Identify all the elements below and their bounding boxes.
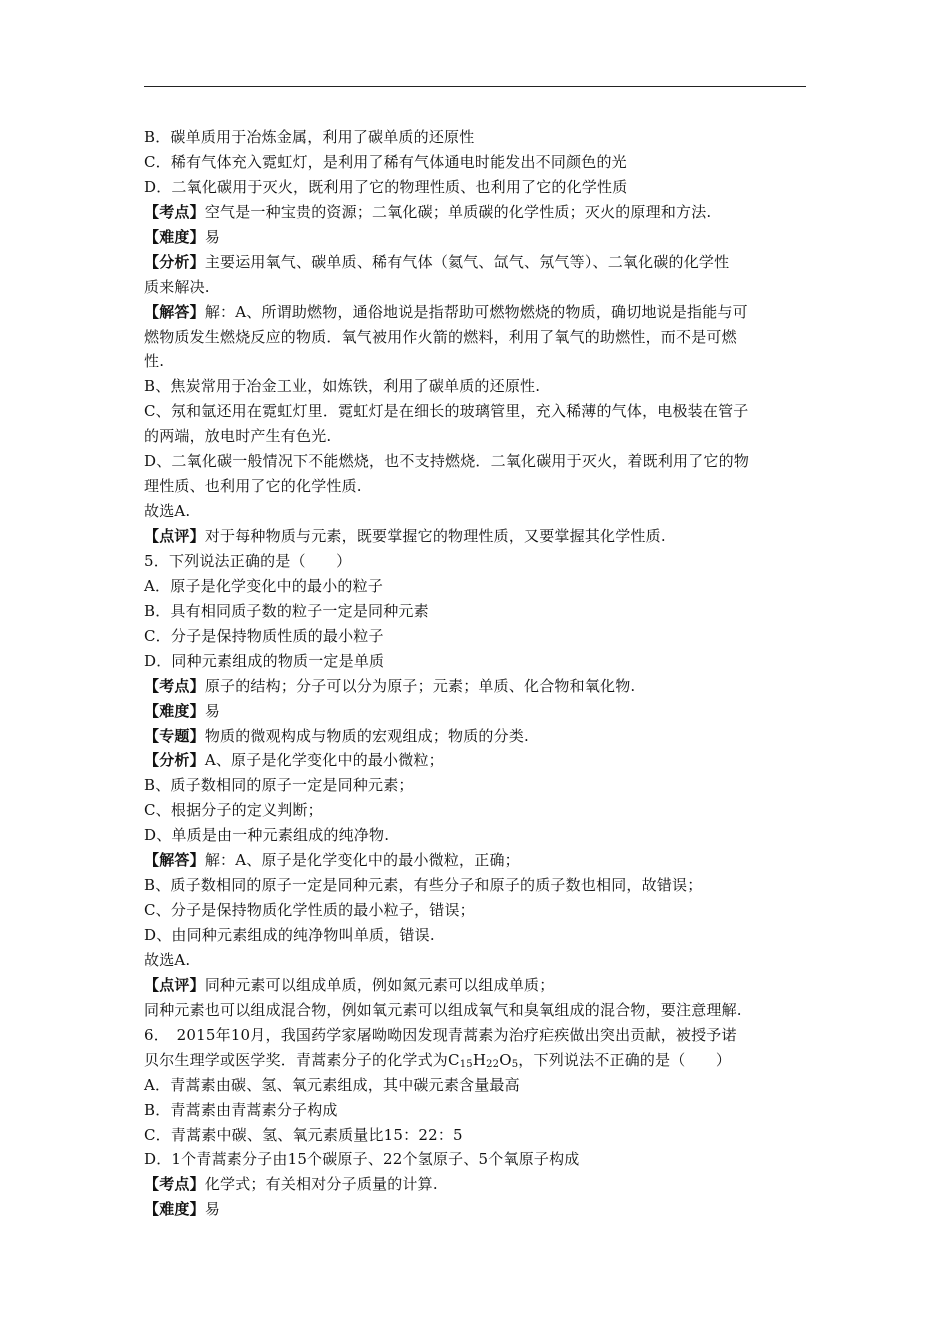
header-rule (144, 86, 806, 87)
line-text: C、氖和氩还用在霓虹灯里．霓虹灯是在细长的玻璃管里，充入稀薄的气体，电极装在管子 (144, 402, 749, 421)
text-line (144, 1098, 808, 1123)
line-text: D．二氧化碳用于灭火，既利用了它的物理性质、也利用了它的化学性质 (144, 177, 628, 196)
line-text: 故选A. (144, 950, 191, 969)
text-line (144, 1048, 808, 1073)
line-text: B．碳单质用于冶炼金属，利用了碳单质的还原性 (144, 128, 475, 146)
section-tag: 【点评】 (144, 975, 205, 994)
line-text: B、焦炭常用于冶金工业，如炼铁，利用了碳单质的还原性. (144, 377, 541, 396)
text-line (144, 923, 808, 948)
line-text: 原子的结构；分子可以分为原子；元素；单质、化合物和氧化物. (204, 676, 636, 695)
section-tag: 【分析】 (144, 252, 205, 271)
line-text: B．具有相同质子数的粒子一定是同种元素 (144, 601, 429, 620)
text-line (144, 599, 808, 624)
line-text: 易 (204, 227, 221, 246)
line-text: D．同种元素组成的物质一定是单质 (144, 651, 385, 670)
text-line (144, 549, 808, 574)
text-line (144, 948, 808, 973)
text-line (144, 349, 808, 374)
line-text: D、单质是由一种元素组成的纯净物. (144, 826, 390, 845)
line-text: D．1个青蒿素分子由15个碳原子、22个氢原子、5个氧原子构成 (144, 1150, 580, 1169)
text-line (144, 998, 808, 1023)
line-text: 物质的微观构成与物质的宏观组成；物质的分类. (204, 726, 529, 745)
formula-subscript: 5 (511, 1058, 519, 1070)
text-line (144, 225, 808, 250)
formula-subscript: 15 (459, 1058, 473, 1070)
line-text: A．原子是化学变化中的最小的粒子 (144, 576, 384, 595)
section-tag: 【考点】 (144, 676, 205, 695)
text-line (144, 374, 808, 399)
line-text: 6． 2015年10月，我国药学家屠呦呦因发现青蒿素为治疗疟疾做出突出贡献，被授予诺 (144, 1025, 737, 1044)
line-text: 同种元素可以组成单质，例如氮元素可以组成单质； (204, 975, 555, 994)
line-text: D、由同种元素组成的纯净物叫单质，错误. (144, 926, 435, 944)
line-text: B、质子数相同的原子一定是同种元素，有些分子和原子的质子数也相同，故错误； (144, 876, 703, 895)
text-line (144, 699, 808, 724)
line-text: 故选A. (144, 502, 191, 521)
line-text: 对于每种物质与元素，既要掌握它的物理性质，又要掌握其化学性质. (204, 527, 666, 545)
section-tag: 【难度】 (144, 1200, 205, 1219)
formula-element: O (499, 1050, 512, 1069)
section-tag: 【考点】 (144, 1175, 205, 1194)
text-line (144, 873, 808, 898)
text-line (144, 624, 808, 649)
text-line (144, 325, 808, 350)
text-line (144, 674, 808, 699)
line-text: 质来解决. (144, 277, 210, 296)
text-line (144, 649, 808, 674)
section-tag: 【考点】 (144, 202, 205, 221)
line-text: 解：A、原子是化学变化中的最小微粒，正确； (204, 851, 520, 870)
text-line (144, 399, 808, 424)
line-text: C．稀有气体充入霓虹灯，是利用了稀有气体通电时能发出不同颜色的光 (144, 152, 627, 171)
line-text: 理性质、也利用了它的化学性质. (144, 477, 362, 496)
text-line (144, 1147, 808, 1172)
formula-subscript: 22 (486, 1058, 500, 1070)
line-text: 易 (204, 701, 221, 720)
line-text: 同种元素也可以组成混合物，例如氧元素可以组成氧气和臭氧组成的混合物，要注意理解. (144, 1000, 742, 1019)
text-line (144, 125, 808, 150)
section-tag: 【专题】 (144, 726, 205, 745)
text-line (144, 300, 808, 325)
text-line (144, 574, 808, 599)
section-tag: 【难度】 (144, 701, 205, 720)
text-line (144, 474, 808, 499)
text-line (144, 1023, 808, 1048)
line-text: C．分子是保持物质性质的最小粒子 (144, 626, 384, 645)
chemical-formula (448, 1051, 518, 1069)
text-line (144, 250, 808, 275)
text-line (144, 1123, 808, 1148)
text-line (144, 1073, 808, 1098)
section-tag: 【解答】 (144, 302, 205, 321)
formula-element: H (472, 1050, 487, 1069)
text-line (144, 848, 808, 873)
line-text: C．青蒿素中碳、氢、氧元素质量比15：22：5 (144, 1125, 463, 1144)
line-text: 燃物质发生燃烧反应的物质．氧气被用作火箭的燃料，利用了氧气的助燃性，而不是可燃 (144, 327, 737, 346)
line-text: 化学式；有关相对分子质量的计算. (204, 1175, 438, 1194)
formula-element: C (448, 1050, 460, 1069)
text-line (144, 773, 808, 798)
document-body (144, 125, 808, 1222)
line-text: C、分子是保持物质化学性质的最小粒子，错误； (144, 901, 475, 920)
text-line (144, 200, 808, 225)
text-line (144, 150, 808, 175)
section-tag: 【分析】 (144, 751, 205, 770)
text-line (144, 1172, 808, 1197)
line-text-after: ，下列说法不正确的是（ ） (518, 1050, 732, 1069)
line-text: 空气是一种宝贵的资源；二氧化碳；单质碳的化学性质；灭火的原理和方法. (204, 202, 712, 221)
text-line (144, 499, 808, 524)
text-line (144, 524, 808, 549)
line-text: 性. (144, 352, 165, 371)
line-text: 贝尔生理学或医学奖．青蒿素分子的化学式为 (144, 1050, 449, 1069)
text-line (144, 724, 808, 749)
line-text: 的两端，放电时产生有色光. (144, 427, 332, 446)
line-text: A．青蒿素由碳、氢、氧元素组成，其中碳元素含量最高 (144, 1075, 520, 1094)
text-line (144, 175, 808, 200)
text-line (144, 898, 808, 923)
line-text: 主要运用氧气、碳单质、稀有气体（氦气、氙气、氖气等）、二氧化碳的化学性 (204, 252, 730, 271)
text-line (144, 748, 808, 773)
text-line (144, 449, 808, 474)
line-text: B．青蒿素由青蒿素分子构成 (144, 1100, 338, 1119)
line-text: D、二氧化碳一般情况下不能燃烧，也不支持燃烧．二氧化碳用于灭火，着既利用了它的物 (144, 452, 750, 471)
text-line (144, 424, 808, 449)
section-tag: 【难度】 (144, 227, 205, 246)
text-line (144, 275, 808, 300)
line-text: 解：A、所谓助燃物，通俗地说是指帮助可燃物燃烧的物质，确切地说是指能与可 (204, 302, 748, 321)
line-text: C、根据分子的定义判断； (144, 801, 323, 820)
line-text: 易 (204, 1200, 221, 1219)
text-line (144, 973, 808, 998)
text-line (144, 823, 808, 848)
line-text: B、质子数相同的原子一定是同种元素； (144, 776, 414, 795)
line-text: A、原子是化学变化中的最小微粒； (204, 751, 444, 770)
text-line (144, 1197, 808, 1222)
section-tag: 【点评】 (144, 527, 205, 545)
text-line (144, 798, 808, 823)
section-tag: 【解答】 (144, 851, 205, 870)
line-text: 5．下列说法正确的是（ ） (144, 551, 352, 570)
